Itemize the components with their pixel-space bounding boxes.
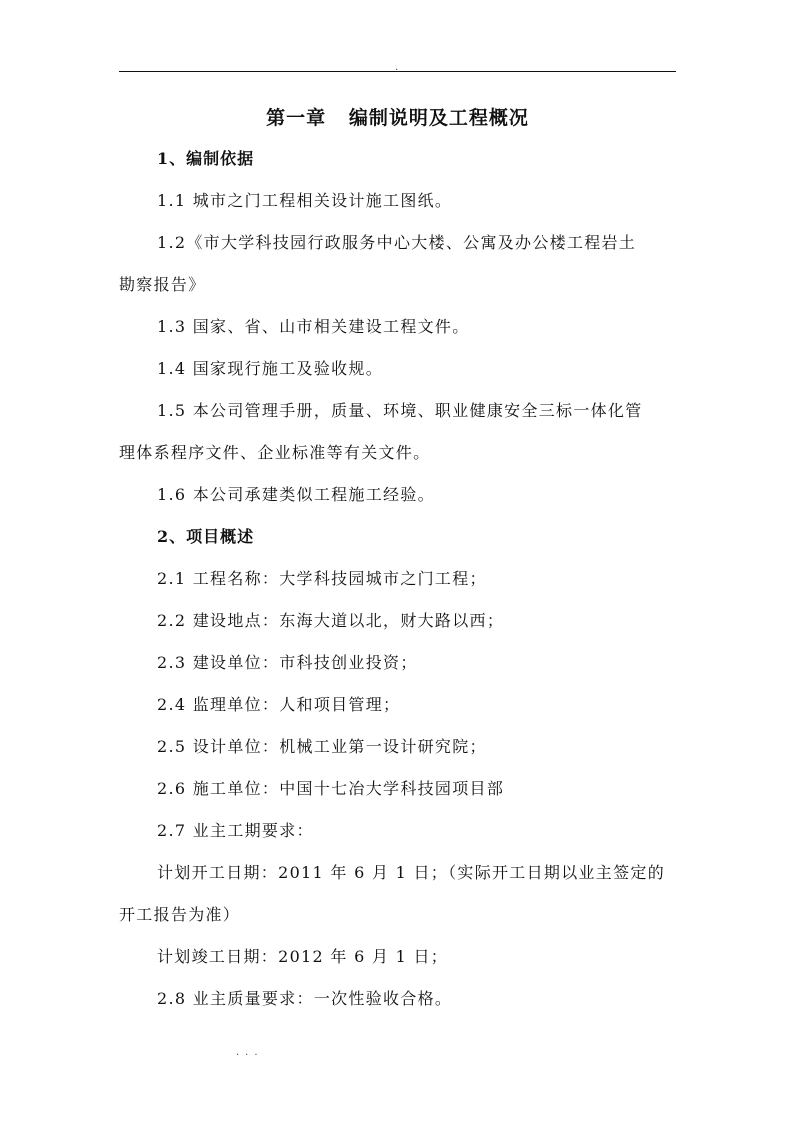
header-rule [119,71,676,72]
overview-item-2-1: 2.1 工程名称：大学科技园城市之门工程； [157,569,487,588]
overview-item-2-8: 2.8 业主质量要求：一次性验收合格。 [157,989,453,1008]
basis-item-1-1: 1.1 城市之门工程相关设计施工图纸。 [157,191,453,210]
section-heading-overview: 2、项目概述 [157,527,255,546]
overview-item-2-6: 2.6 施工单位：中国十七冶大学科技园项目部 [157,779,505,798]
overview-item-2-3: 2.3 建设单位：市科技创业投资； [157,653,418,672]
section-heading-basis: 1、编制依据 [157,149,255,168]
basis-item-1-5-cont: 理体系程序文件、企业标准等有关文件。 [119,443,431,462]
planned-start-date: 计划开工日期：2011 年 6 月 1 日；（实际开工日期以业主签定的 [157,863,666,882]
overview-item-2-7: 2.7 业主工期要求： [157,821,314,840]
basis-item-1-3: 1.3 国家、省、山市相关建设工程文件。 [157,317,470,336]
overview-item-2-2: 2.2 建设地点：东海大道以北，财大路以西； [157,611,505,630]
basis-item-1-2: 1.2《市大学科技园行政服务中心大楼、公寓及办公楼工程岩土 [157,233,637,252]
chapter-title: 第一章 编制说明及工程概况 [266,107,529,129]
overview-item-2-5: 2.5 设计单位：机械工业第一设计研究院； [157,737,487,756]
footer-marks: ... [236,1047,264,1058]
planned-start-date-cont: 开工报告为准） [119,905,241,924]
overview-item-2-4: 2.4 监理单位：人和项目管理； [157,695,401,714]
basis-item-1-2-cont: 勘察报告》 [119,275,206,294]
basis-item-1-6: 1.6 本公司承建类似工程施工经验。 [157,485,435,504]
basis-item-1-5: 1.5 本公司管理手册，质量、环境、职业健康安全三标一体化管 [157,401,643,420]
planned-completion-date: 计划竣工日期：2012 年 6 月 1 日； [157,947,449,966]
header-mark: . [395,62,399,73]
basis-item-1-4: 1.4 国家现行施工及验收规。 [157,359,384,378]
